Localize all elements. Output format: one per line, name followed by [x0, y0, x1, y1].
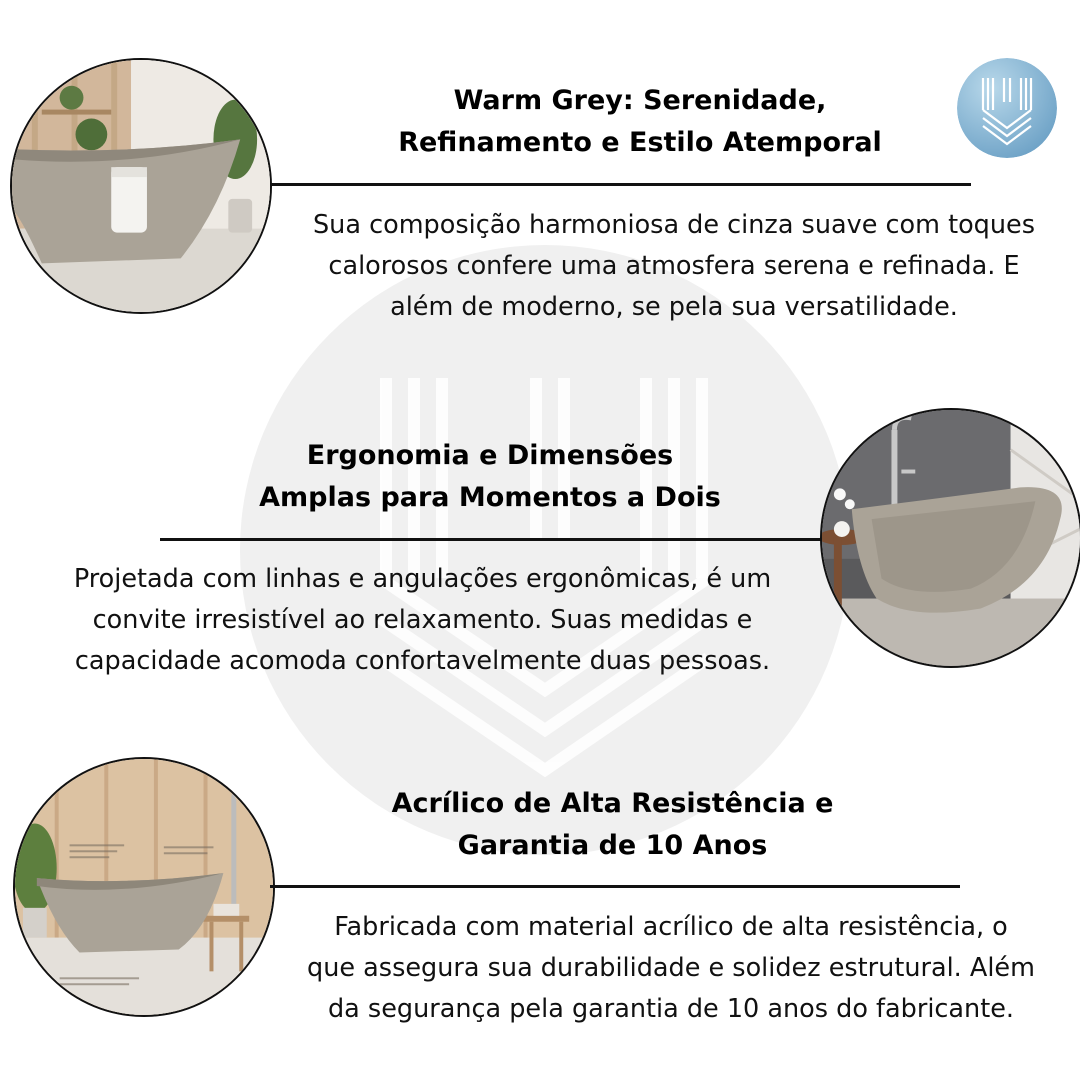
section-1-heading-line-2: Refinamento e Estilo Atemporal: [398, 127, 882, 158]
section-2-heading: [190, 435, 790, 519]
section-3-heading-line-1: Acrílico de Alta Resistência e: [391, 788, 834, 819]
section-3-heading: [330, 783, 895, 867]
bathtub-with-towel-photo: [10, 58, 272, 314]
watermark-circle: [240, 245, 850, 855]
section-1-body-line-3: além de moderno, se pela sua versatilidade.: [390, 292, 958, 322]
section-1-heading-line-1: Warm Grey: Serenidade,: [453, 85, 827, 116]
section-2-heading-line-2: Amplas para Momentos a Dois: [259, 482, 721, 513]
section-2-body: [0, 559, 845, 682]
section-2-body-line-3: capacidade acomoda confortavelmente duas pessoas.: [74, 646, 771, 676]
section-2-body-line-1: Projetada com linhas e angulações ergonômicas, é um: [73, 564, 772, 594]
section-3-body-line-2: que assegura sua durabilidade e solidez estrutural. Além: [307, 953, 1035, 983]
section-3-heading-line-2: Garantia de 10 Anos: [457, 830, 768, 861]
bathtub-with-faucet-photo: [820, 408, 1080, 668]
brand-logo: [957, 58, 1057, 158]
section-2-divider: [160, 538, 823, 541]
section-1-divider: [271, 183, 971, 186]
section-3-body-line-1: Fabricada com material acrílico de alta resistência, o: [334, 912, 1008, 942]
section-2-body-line-2: convite irresistível ao relaxamento. Suas medidas e: [92, 605, 753, 635]
section-1-heading: [360, 80, 920, 164]
section-1-body: [268, 205, 1080, 328]
section-3-divider: [270, 885, 960, 888]
bathtub-annotated-photo: [13, 757, 275, 1017]
brand-logo-icon: [957, 58, 1057, 158]
section-3-body-line-3: da segurança pela garantia de 10 anos do fabricante.: [327, 994, 1015, 1024]
section-1-body-line-1: Sua composição harmoniosa de cinza suave com toques: [313, 210, 1035, 240]
section-1-body-line-2: calorosos confere uma atmosfera serena e refinada. E: [328, 251, 1020, 281]
watermark-logo-icon: [240, 245, 850, 855]
section-2-heading-line-1: Ergonomia e Dimensões: [306, 440, 674, 471]
section-3-body: [262, 907, 1080, 1030]
